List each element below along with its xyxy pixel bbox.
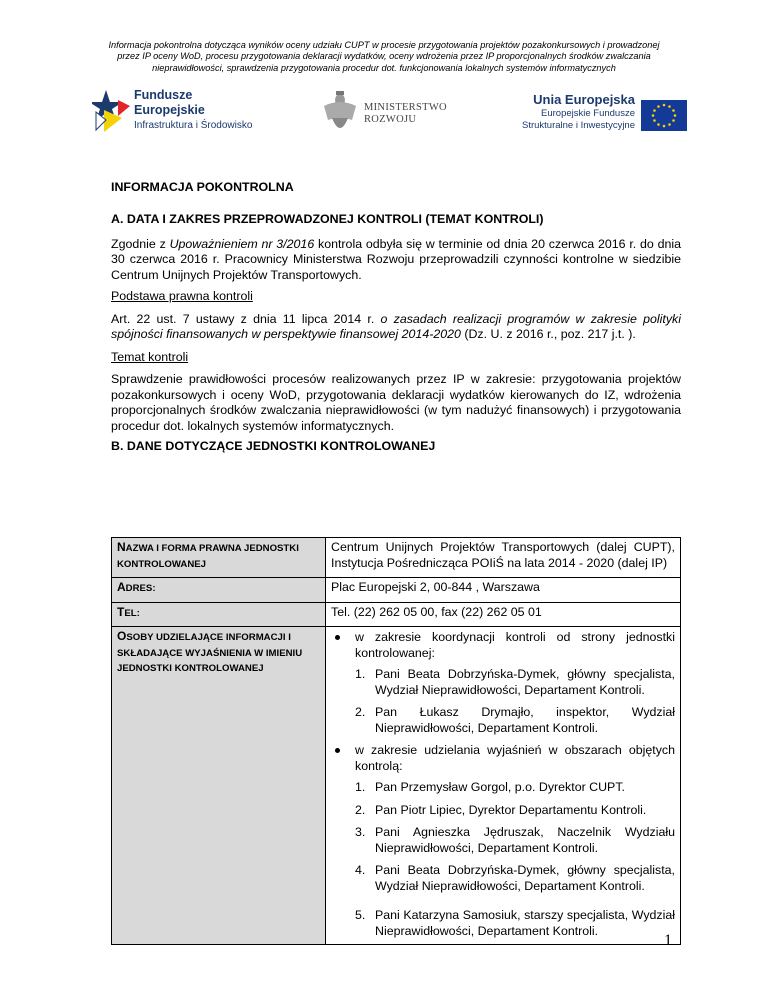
address-label: ADRES: xyxy=(112,578,326,603)
name-value: Centrum Unijnych Projektów Transportowych (dalej CUPT), Instytucja Pośrednicząca POIiŚ na lata 2014 - 2020 (dalej IP) xyxy=(326,538,681,578)
page-number: 1 xyxy=(664,932,672,949)
eagle-emblem-icon xyxy=(322,90,358,138)
section-a xyxy=(111,212,681,455)
list-item: 2. Pan Piotr Lipiec, Dyrektor Departamentu Kontroli. xyxy=(355,802,647,817)
legal-basis-text: Art. 22 ust. 7 ustawy z dnia 11 lipca 2014 r. o zasadach realizacji programów w zakresie polityki spójności finansowanych w perspektywie finansowej 2014-2020 (Dz. U. z 2016 r., poz. 217 j.t. ). xyxy=(111,311,681,341)
list-item: 4. Pani Beata Dobrzyńska-Dymek, główny specjalista, Wydział Nieprawidłowości, Departament Kontroli. xyxy=(355,863,675,893)
ue-line2: Strukturalne i Inwestycyjne xyxy=(522,119,635,131)
table-row xyxy=(112,538,681,578)
persons-value xyxy=(326,627,681,945)
list-item: 1. Pani Beata Dobrzyńska-Dymek, główny specjalista, Wydział Nieprawidłowości, Departament Kontroli. xyxy=(355,667,675,697)
list-item: 2. Pan Łukasz Drymajło, inspektor, Wydział Nieprawidłowości, Departament Kontroli. xyxy=(355,705,675,735)
document-title: INFORMACJA POKONTROLNA xyxy=(111,180,294,194)
tel-label: TEL: xyxy=(112,602,326,627)
section-a-intro: Zgodnie z Upoważnieniem nr 3/2016 kontrola odbyła się w terminie od dnia 20 czerwca 2016 r. do dnia 30 czerwca 2016 r. Pracownicy Ministerstwa Rozwoju przeprowadzili czynności kontrolne w siedzibie Centrum Unijnych Projektów Transportowych. xyxy=(111,236,682,282)
logo-bar xyxy=(92,86,682,144)
section-b-heading: B. DANE DOTYCZĄCE JEDNOSTKI KONTROLOWANEJ xyxy=(111,439,436,453)
ue-title: Unia Europejska xyxy=(533,92,635,107)
tel-value: Tel. (22) 262 05 00, fax (22) 262 05 01 xyxy=(326,602,681,627)
list-item: w zakresie udzielania wyjaśnień w obszarach objętych kontrolą: xyxy=(331,743,675,774)
topic-label: Temat kontroli xyxy=(111,349,189,364)
eu-flag-icon xyxy=(641,100,687,131)
topic-text: Sprawdzenie prawidłowości procesów realizowanych przez IP w zakresie: przygotowania projektów pozakonkursowych i oceny WoD, przygotowania deklaracji wydatków kierowanych do IZ, wdrożenia proporcjonalnych środków zwalczania nieprawidłowości (w tym nadużyć finansowych) i przygotowania procedur dot. lokalnych systemów informatycznych. xyxy=(111,372,681,433)
bullet-icon xyxy=(335,635,340,640)
mr-line2: ROZWOJU xyxy=(364,114,417,125)
unia-europejska-logo xyxy=(512,86,687,144)
unit-data-table xyxy=(111,537,681,945)
table-row xyxy=(112,602,681,627)
table-row xyxy=(112,578,681,603)
persons-label: OSOBY UDZIELAJĄCE INFORMACJI I SKŁADAJĄCE WYJAŚNIENIA W IMIENIU JEDNOSTKI KONTROLOWANEJ xyxy=(112,627,326,945)
table-row xyxy=(112,627,681,945)
section-a-heading: A. DATA I ZAKRES PRZEPROWADZONEJ KONTROLI (TEMAT KONTROLI) xyxy=(111,212,544,226)
ministerstwo-rozwoju-logo xyxy=(320,88,460,140)
list-item: 3. Pani Agnieszka Jędruszak, Naczelnik Wydziału Nieprawidłowości, Departament Kontroli. xyxy=(355,825,675,855)
address-value: Plac Europejski 2, 00-844 , Warszawa xyxy=(326,578,681,603)
mr-line1: MINISTERSTWO xyxy=(364,102,447,113)
name-label: NAZWA I FORMA PRAWNA JEDNOSTKI KONTROLOWANEJ xyxy=(112,538,326,578)
bullet-icon xyxy=(335,748,340,753)
fe-line2: Europejskie xyxy=(134,103,205,117)
fe-star-icon xyxy=(92,90,132,134)
fundusze-europejskie-logo xyxy=(92,86,292,144)
running-header: Informacja pokontrolna dotycząca wyników oceny udziału CUPT w procesie przygotowania projektów pozakonkursowych i prowadzonej przez IP oceny WoD, procesu przygotowania deklaracji wydatków, oceny wdrożenia przez IP proporcjonalnych środków zwalczania nieprawidłowości, sprawdzenia przygotowania procedur dot. funkcjonowania lokalnych systemów informatycznych xyxy=(108,40,660,73)
legal-basis-label: Podstawa prawna kontroli xyxy=(111,289,253,303)
list-item: w zakresie koordynacji kontroli od strony jednostki kontrolowanej: xyxy=(331,630,675,661)
list-item: 1. Pan Przemysław Gorgol, p.o. Dyrektor CUPT. xyxy=(355,780,625,794)
ue-line1: Europejskie Fundusze xyxy=(541,108,635,119)
fe-line3: Infrastruktura i Środowisko xyxy=(134,120,253,131)
fe-line1: Fundusze xyxy=(134,88,193,102)
list-item: 5. Pani Katarzyna Samosiuk, starszy specjalista, Wydział Nieprawidłowości, Departament Kontroli. xyxy=(355,908,675,938)
